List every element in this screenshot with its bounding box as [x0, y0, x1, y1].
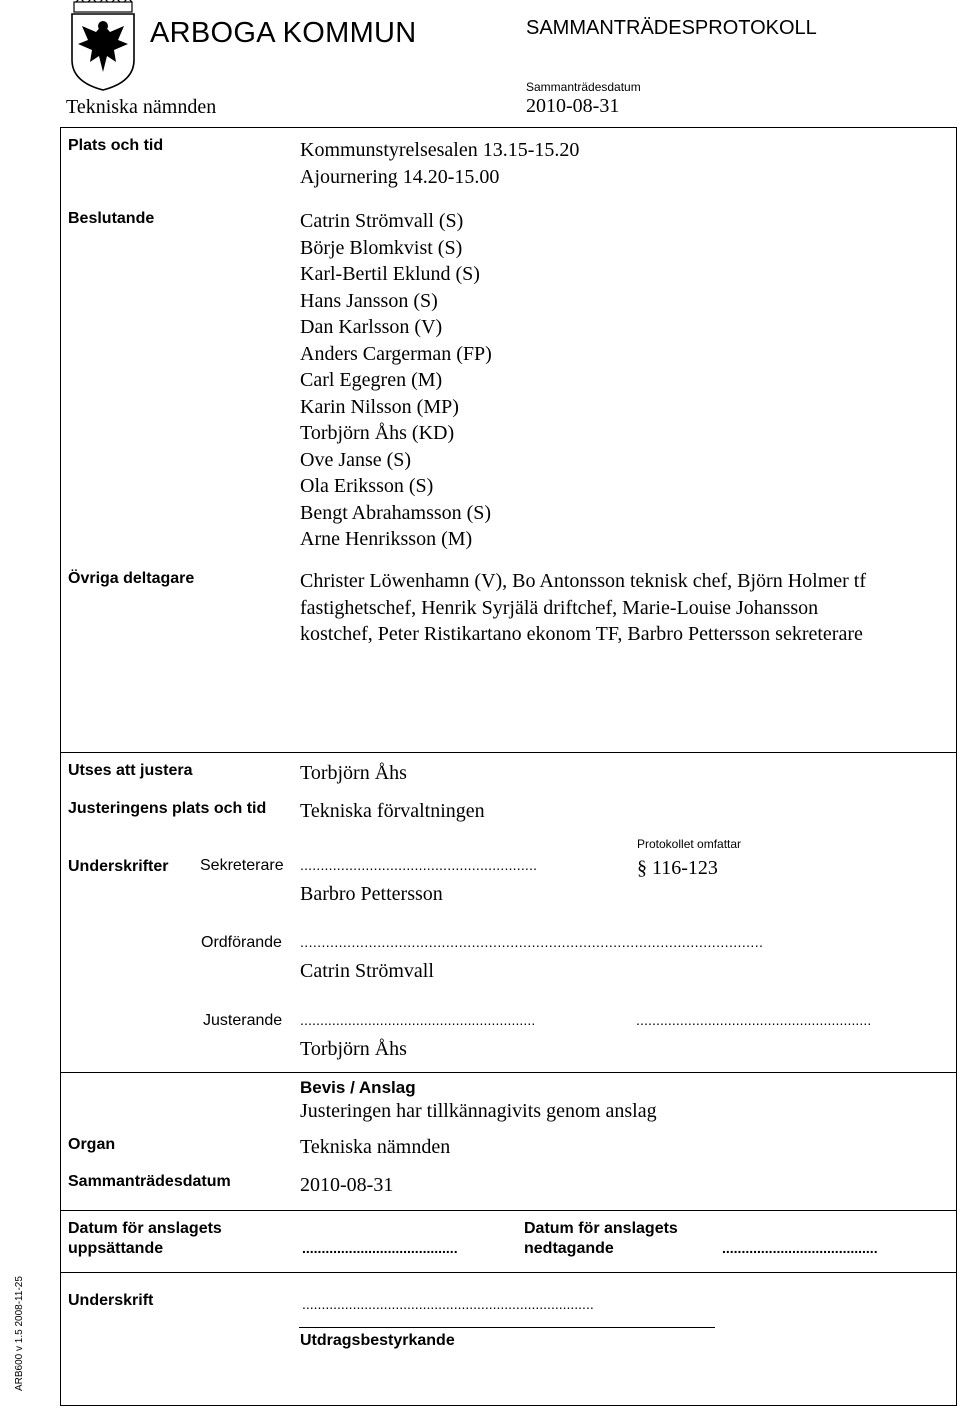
notice-date-label: Sammanträdesdatum — [68, 1173, 231, 1190]
removed-label — [524, 1219, 678, 1259]
member: Dan Karlsson (V) — [300, 316, 443, 338]
place-label: Plats och tid — [68, 137, 164, 154]
member: Carl Egegren (M) — [300, 369, 443, 391]
posted-label-line: Datum för anslagets — [68, 1220, 222, 1237]
removed-label-line: Datum för anslagets — [524, 1220, 678, 1237]
member: Catrin Strömvall (S) — [300, 210, 464, 232]
member: Börje Blomkvist (S) — [300, 236, 463, 259]
appointed-label: Utses att justera — [68, 762, 193, 779]
decision-makers-list — [300, 208, 492, 553]
member: Torbjörn Åhs (KD) — [300, 422, 455, 444]
divider — [60, 1072, 957, 1073]
date-label: Sammanträdesdatum — [526, 80, 641, 94]
appointed-adjuster: Torbjörn Åhs — [300, 762, 407, 784]
coat-of-arms-logo — [66, 0, 140, 92]
divider — [60, 1272, 957, 1273]
adjuster-signature-line-2: ........................................................... — [636, 1012, 872, 1028]
notice-title: Bevis / Anslag — [300, 1078, 416, 1097]
adjust-place: Tekniska förvaltningen — [300, 800, 485, 822]
notice-date: 2010-08-31 — [300, 1174, 394, 1196]
member: Bengt Abrahamsson (S) — [300, 501, 492, 524]
decision-label: Beslutande — [68, 210, 155, 227]
posted-label-line: uppsättande — [68, 1240, 164, 1257]
secretary-name: Barbro Pettersson — [300, 883, 443, 905]
other-participants — [300, 568, 866, 648]
committee-name: Tekniska nämnden — [66, 96, 217, 118]
chair-label: Ordförande — [201, 934, 282, 951]
removed-label-line: nedtagande — [524, 1240, 614, 1257]
place-time — [300, 137, 579, 190]
participants-line: fastighetschef, Henrik Syrjälä driftchef, Marie-Louise Johansson — [300, 596, 819, 619]
participants-line: Christer Löwenhamn (V), Bo Antonsson teknisk chef, Björn Holmer tf — [300, 570, 867, 592]
adjust-place-label: Justeringens plats och tid — [68, 800, 267, 817]
form-code: ARB600 v 1.5 2008-11-25 — [14, 1276, 25, 1391]
organ-label: Organ — [68, 1136, 116, 1153]
signature-underline — [299, 1327, 715, 1328]
member: Ove Janse (S) — [300, 448, 412, 471]
document-type: SAMMANTRÄDESPROTOKOLL — [526, 17, 817, 39]
signatures-label: Underskrifter — [68, 858, 169, 875]
covers-label: Protokollet omfattar — [637, 837, 742, 851]
signature-label: Underskrift — [68, 1292, 154, 1309]
secretary-label: Sekreterare — [200, 857, 284, 874]
notice-text: Justeringen har tillkännagivits genom anslag — [300, 1100, 657, 1122]
removed-date-line: ........................................ — [722, 1240, 878, 1256]
adjuster-label: Justerande — [203, 1012, 283, 1029]
member: Anders Cargerman (FP) — [300, 342, 492, 365]
member: Karin Nilsson (MP) — [300, 395, 459, 418]
chair-name: Catrin Strömvall — [300, 960, 434, 982]
others-label: Övriga deltagare — [68, 570, 195, 587]
secretary-signature-line: .......................................................... — [300, 857, 538, 873]
participants-line: kostchef, Peter Ristikartano ekonom TF, Barbro Pettersson sekreterare — [300, 623, 863, 645]
meeting-date: 2010-08-31 — [526, 95, 620, 117]
member: Karl-Bertil Eklund (S) — [300, 263, 480, 285]
chair-signature-line: ............................................................................................................ — [300, 934, 764, 950]
adjournment-line: Ajournering 14.20-15.00 — [300, 165, 500, 188]
member: Arne Henriksson (M) — [300, 528, 473, 550]
place-line: Kommunstyrelsesalen 13.15-15.20 — [300, 139, 580, 161]
covers-sections: § 116-123 — [637, 857, 718, 879]
divider — [60, 1210, 957, 1211]
organ-value: Tekniska nämnden — [300, 1136, 451, 1158]
municipality-name: ARBOGA KOMMUN — [150, 17, 417, 49]
posted-label — [68, 1219, 222, 1259]
adjuster-signature-line: ........................................................... — [300, 1012, 536, 1028]
member: Hans Jansson (S) — [300, 289, 438, 312]
signature-line: ........................................................................... — [302, 1296, 594, 1312]
extract-label: Utdragsbestyrkande — [300, 1332, 455, 1349]
posted-date-line: ........................................ — [302, 1240, 458, 1256]
adjuster-name: Torbjörn Åhs — [300, 1038, 407, 1060]
protocol-frame — [60, 127, 957, 1406]
member: Ola Eriksson (S) — [300, 475, 434, 497]
divider — [60, 752, 957, 753]
